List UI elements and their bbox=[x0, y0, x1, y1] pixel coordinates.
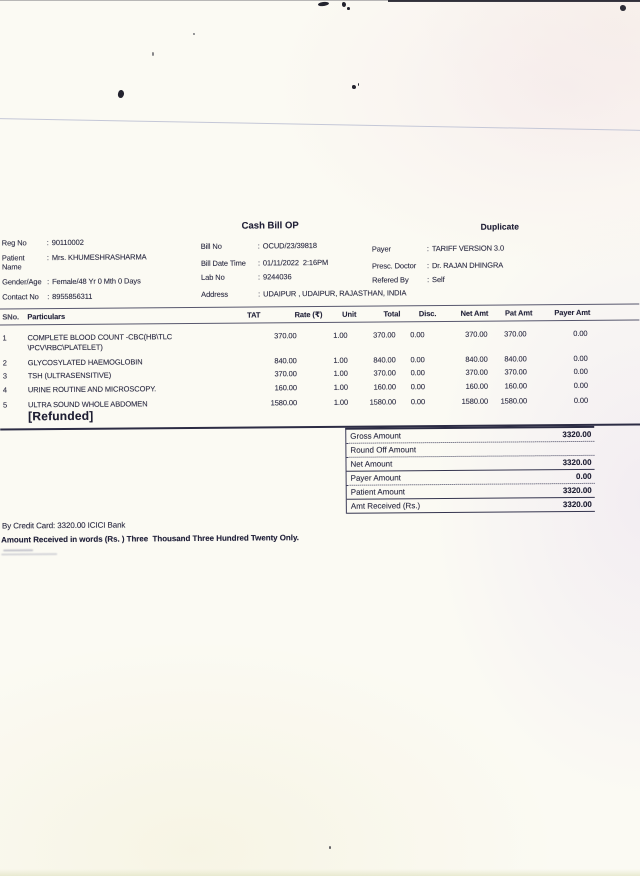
patient-info-block bbox=[2, 237, 147, 301]
cell-pat-amt: 1580.00 bbox=[500, 396, 528, 406]
cell-total: 370.00 bbox=[373, 368, 396, 378]
amount-in-words-line: Amount Received in words (Rs. ) Three Thousand Three Hundred Twenty Only. bbox=[1, 533, 299, 545]
reg-no-label: Reg No bbox=[1, 238, 27, 248]
cell-disc: 0.00 bbox=[410, 382, 425, 392]
bill-date-value: 01/11/2022 2:16PM bbox=[262, 257, 329, 268]
cell-pat-amt: 840.00 bbox=[504, 354, 527, 364]
refunded-note: [Refunded] bbox=[28, 408, 94, 424]
header-net-amt: Net Amt bbox=[460, 308, 489, 318]
cell-particulars: TSH (ULTRASENSITIVE) bbox=[27, 370, 112, 381]
cell-disc: 0.00 bbox=[410, 330, 425, 340]
patient-name-label: Patient Name bbox=[1, 253, 25, 272]
lab-no-value: 9244036 bbox=[262, 272, 292, 282]
cell-rate: 370.00 bbox=[274, 331, 297, 341]
cell-sno: 1 bbox=[2, 333, 7, 343]
cell-payer-amt: 0.00 bbox=[573, 328, 588, 339]
cell-sno: 3 bbox=[2, 371, 7, 381]
gender-age-row bbox=[2, 276, 147, 286]
refered-by-value: Self bbox=[432, 275, 445, 285]
cell-payer-amt: 0.00 bbox=[573, 380, 588, 391]
net-amount-value: 3320.00 bbox=[562, 457, 592, 468]
cell-total: 840.00 bbox=[373, 355, 396, 365]
cell-total: 160.00 bbox=[373, 382, 396, 392]
refered-by-row bbox=[372, 275, 504, 285]
cell-net-amt: 370.00 bbox=[465, 329, 488, 339]
payer-row bbox=[372, 244, 504, 254]
payer-amount-value: 0.00 bbox=[575, 471, 592, 481]
patient-amount-label: Patient Amount bbox=[350, 487, 406, 497]
header-unit: Unit bbox=[342, 309, 357, 319]
cell-net-amt: 370.00 bbox=[465, 367, 488, 377]
round-off-label: Round Off Amount bbox=[350, 445, 417, 455]
payer-info-block bbox=[372, 244, 505, 285]
patient-amount-value: 3320.00 bbox=[562, 485, 592, 496]
cell-payer-amt: 0.00 bbox=[573, 395, 589, 406]
cell-sno: 4 bbox=[2, 385, 8, 395]
header-payer-amt: Payer Amt bbox=[554, 307, 591, 318]
faded-text-artifact bbox=[3, 549, 33, 551]
colon: : bbox=[257, 241, 260, 251]
cell-net-amt: 160.00 bbox=[465, 381, 488, 391]
address-row bbox=[201, 288, 406, 299]
cell-particulars: URINE ROUTINE AND MICROSCOPY. bbox=[27, 384, 157, 395]
item-row-2 bbox=[0, 354, 588, 368]
cell-payer-amt: 0.00 bbox=[573, 353, 588, 364]
reg-no-value: 90110002 bbox=[51, 237, 84, 248]
cell-payer-amt: 0.00 bbox=[573, 366, 588, 377]
colon: : bbox=[47, 277, 50, 287]
presc-doctor-label: Presc. Doctor bbox=[371, 261, 417, 271]
cell-net-amt: 840.00 bbox=[465, 354, 488, 364]
header-disc: Disc. bbox=[418, 309, 437, 319]
reg-no-row bbox=[2, 237, 147, 247]
cell-particulars: COMPLETE BLOOD COUNT -CBC(HB\TLC \PCV\RBC\PLATELET) bbox=[27, 332, 173, 352]
item-row-4 bbox=[0, 381, 588, 395]
cell-unit: 1.00 bbox=[333, 330, 348, 340]
payment-mode-line: By Credit Card: 3320.00 ICICI Bank bbox=[1, 520, 126, 531]
cell-unit: 1.00 bbox=[333, 368, 348, 378]
gender-age-label: Gender/Age bbox=[2, 277, 42, 287]
contact-no-row bbox=[2, 291, 147, 301]
colon: : bbox=[427, 275, 430, 285]
contact-no-value: 8955856311 bbox=[52, 291, 93, 302]
colon: : bbox=[258, 289, 261, 299]
header-particulars: Particulars bbox=[27, 312, 66, 322]
net-amount-label: Net Amount bbox=[350, 459, 393, 469]
copy-type-label: Duplicate bbox=[480, 221, 519, 232]
patient-name-row bbox=[2, 252, 147, 271]
payer-amount-label: Payer Amount bbox=[350, 473, 401, 483]
gender-age-value: Female/48 Yr 0 Mth 0 Days bbox=[52, 276, 141, 287]
amt-received-row bbox=[347, 498, 595, 514]
contact-no-label: Contact No bbox=[2, 292, 39, 302]
cell-pat-amt: 370.00 bbox=[504, 367, 527, 377]
cell-pat-amt: 160.00 bbox=[504, 381, 527, 391]
cell-rate: 840.00 bbox=[274, 356, 297, 366]
payer-label: Payer bbox=[371, 244, 391, 254]
cell-net-amt: 1580.00 bbox=[461, 396, 489, 406]
payer-value: TARIFF VERSION 3.0 bbox=[431, 243, 505, 254]
lab-no-label: Lab No bbox=[200, 272, 225, 282]
cell-particulars: GLYCOSYLATED HAEMOGLOBIN bbox=[27, 357, 143, 368]
cell-rate: 1580.00 bbox=[270, 398, 298, 408]
header-rate: Rate (₹) bbox=[294, 309, 323, 320]
amt-received-label: Amt Received (Rs.) bbox=[350, 501, 421, 511]
cell-disc: 0.00 bbox=[410, 397, 426, 407]
amt-received-value: 3320.00 bbox=[562, 499, 592, 510]
cell-total: 1580.00 bbox=[369, 397, 397, 407]
patient-name-value: Mrs. KHUMESHRASHARMA bbox=[51, 252, 147, 263]
cell-sno: 2 bbox=[2, 358, 7, 368]
header-tat: TAT bbox=[247, 310, 261, 320]
cell-total: 370.00 bbox=[373, 330, 396, 340]
header-total: Total bbox=[383, 309, 401, 319]
colon: : bbox=[426, 244, 429, 254]
colon: : bbox=[257, 258, 260, 268]
colon: : bbox=[47, 292, 50, 302]
cell-disc: 0.00 bbox=[410, 368, 425, 378]
colon: : bbox=[426, 261, 429, 271]
item-row-1 bbox=[0, 329, 588, 353]
totals-box bbox=[345, 426, 595, 514]
colon: : bbox=[257, 272, 261, 282]
refered-by-label: Refered By bbox=[372, 275, 409, 285]
bill-no-label: Bill No bbox=[200, 241, 222, 251]
gross-amount-value: 3320.00 bbox=[562, 429, 592, 440]
bill-date-label: Bill Date Time bbox=[200, 258, 246, 268]
presc-doctor-value: Dr. RAJAN DHINGRA bbox=[431, 260, 504, 271]
cell-sno: 5 bbox=[2, 400, 8, 410]
header-sno: SNo. bbox=[2, 312, 20, 322]
address-value: UDAIPUR , UDAIPUR, RAJASTHAN, INDIA bbox=[263, 288, 407, 299]
header-pat-amt: Pat Amt bbox=[504, 308, 533, 318]
colon: : bbox=[46, 253, 49, 263]
cell-pat-amt: 370.00 bbox=[504, 329, 527, 339]
gross-amount-label: Gross Amount bbox=[350, 431, 402, 441]
cell-particulars: ULTRA SOUND WHOLE ABDOMEN bbox=[27, 399, 148, 410]
item-row-3 bbox=[0, 367, 588, 381]
cell-rate: 370.00 bbox=[274, 369, 297, 379]
bill-title: Cash Bill OP bbox=[241, 220, 299, 232]
faded-text-artifact bbox=[1, 553, 57, 555]
cell-unit: 1.00 bbox=[333, 355, 348, 365]
cell-rate: 160.00 bbox=[274, 383, 297, 393]
colon: : bbox=[46, 238, 49, 248]
address-label: Address bbox=[201, 289, 229, 299]
cell-disc: 0.00 bbox=[410, 355, 425, 365]
cell-unit: 1.00 bbox=[333, 397, 349, 407]
presc-doctor-row bbox=[372, 261, 504, 271]
bill-no-value: OCUD/23/39818 bbox=[262, 241, 317, 251]
cell-unit: 1.00 bbox=[333, 382, 348, 392]
